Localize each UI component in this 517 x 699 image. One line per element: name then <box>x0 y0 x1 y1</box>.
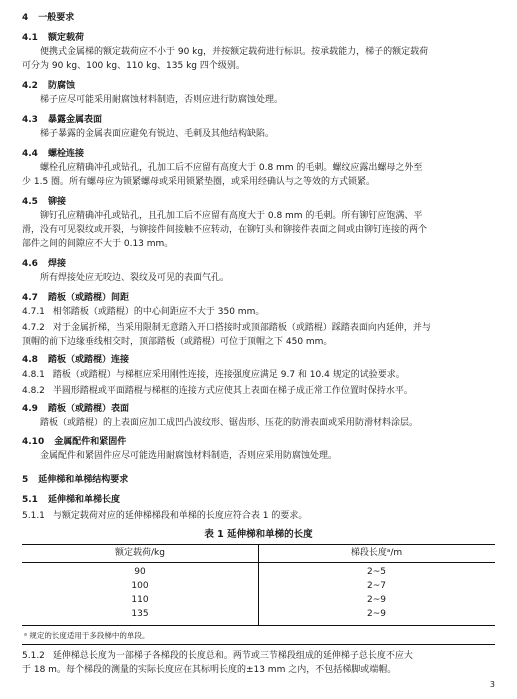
section-4-5-line-1: 铆钉孔应精确冲孔或钻孔，且孔加工后不应留有高度大于 0.8 mm 的毛刺。所有铆钉应饱满、平 <box>40 211 423 221</box>
section-4-9-line-1: 踏板（或踏棍）的上表面应加工成凹凸波纹形、锯齿形、压花的防滑表面或采用防滑材料涂层。 <box>40 418 419 428</box>
section-4-10-line-1: 金属配件和紧固件应尽可能选用耐腐蚀材料制造，否则应采用防腐蚀处理。 <box>40 451 338 461</box>
section-4-8-2-text: 4.8.2 半圆形踏棍或平面踏棍与梯框的连接方式应使其上表面在梯子成正常工作位置时保持水平。 <box>22 386 413 396</box>
section-4-6-line-1: 所有焊接处应无咬边、裂纹及可见的表面气孔。 <box>40 273 230 283</box>
section-4-7-2-line-2: 顶帽的前下边缘垂线相交时，顶部踏板（或踏棍）可位于顶帽之下 450 mm。 <box>22 337 333 347</box>
section-5-1-heading: 5.1 延伸梯和单梯长度 <box>22 495 120 505</box>
section-4-4-heading: 4.4 螺栓连接 <box>22 149 84 159</box>
table-cell-length: 2~9 <box>367 595 386 605</box>
section-4-1-heading: 4.1 额定载荷 <box>22 33 84 43</box>
table-cell-load: 100 <box>131 581 149 591</box>
section-4-5-line-2: 滑，没有可见裂纹或开裂，与铆接件间接触不应转动，在铆钉头和铆接件表面之间或由铆钉连接的两个 <box>22 225 428 235</box>
table-cell-length: 2~9 <box>367 609 386 619</box>
section-4-2-heading: 4.2 防腐蚀 <box>22 81 75 91</box>
section-5-heading: 5 延伸梯和单梯结构要求 <box>22 475 129 485</box>
section-5-1-1-text: 5.1.1 与额定载荷对应的延伸梯梯段和单梯的长度应符合表 1 的要求。 <box>22 511 308 521</box>
table-header-load: 额定载荷/kg <box>115 548 165 558</box>
table-cell-load: 110 <box>131 595 149 605</box>
section-4-heading: 4 一般要求 <box>22 13 75 23</box>
table-cell-load: 135 <box>131 609 149 619</box>
table-footnote: ᵃ 规定的长度适用于多段梯中的单段。 <box>24 631 150 640</box>
table-cell-length: 2~5 <box>367 567 386 577</box>
section-4-6-heading: 4.6 焊接 <box>22 259 66 269</box>
section-4-10-heading: 4.10 金属配件和紧固件 <box>22 437 127 447</box>
section-4-4-line-2: 少 1.5 圈。所有螺母应为锁紧螺母或采用锁紧垫圈，或采用经确认与之等效的方式锁紧。 <box>22 177 376 187</box>
page-number: 3 <box>489 680 495 689</box>
section-4-5-line-3: 部件之间的间隙应不大于 0.13 mm。 <box>22 239 174 249</box>
section-5-1-2-line-1: 5.1.2 延伸梯总长度为一部梯子各梯段的长度总和。两节或三节梯段组成的延伸梯子总长度不应大 <box>22 651 413 661</box>
table-1-caption: 表 1 延伸梯和单梯的长度 <box>204 529 313 540</box>
section-4-3-heading: 4.3 暴露金属表面 <box>22 115 102 125</box>
section-4-4-line-1: 螺栓孔应精确冲孔或钻孔，孔加工后不应留有高度大于 0.8 mm 的毛刺。螺纹应露出螺母之外至 <box>40 163 423 173</box>
table-cell-load: 90 <box>134 567 146 577</box>
section-4-9-heading: 4.9 踏板（或踏棍）表面 <box>22 404 129 414</box>
table-cell-length: 2~7 <box>367 581 386 591</box>
section-4-7-2-line-1: 4.7.2 对于金属折梯，当采用限制无意踏入开口搭接时或顶部踏板（或踏棍）踩踏表面向内延伸，并与 <box>22 323 431 333</box>
section-4-7-heading: 4.7 踏板（或踏棍）间距 <box>22 293 129 303</box>
section-4-8-heading: 4.8 踏板（或踏棍）连接 <box>22 355 129 365</box>
table-header-length: 梯段长度ᵃ/m <box>350 548 403 558</box>
section-4-2-line-1: 梯子应尽可能采用耐腐蚀材料制造，否则应进行防腐蚀处理。 <box>40 95 284 105</box>
section-4-7-1-text: 4.7.1 相邻踏板（或踏棍）的中心间距应不大于 350 mm。 <box>22 307 265 317</box>
table-bottom-rule <box>22 644 495 645</box>
section-5-1-2-line-2: 于 18 m。每个梯段的测量的实际长度应在其标明长度的±13 mm 之内，不包括梯脚或端帽。 <box>22 665 397 675</box>
table-header-rule <box>22 562 495 563</box>
section-4-8-1-text: 4.8.1 踏板（或踏棍）与梯框应采用刚性连接，连接强度应满足 9.7 和 10.4 规定的试验要求。 <box>22 370 405 380</box>
table-body-rule <box>22 625 495 626</box>
section-4-1-line-2: 可分为 90 kg、100 kg、110 kg、135 kg 四个级别。 <box>22 61 245 71</box>
section-4-3-line-1: 梯子暴露的金属表面应避免有锐边、毛刺及其他结构缺陷。 <box>40 129 275 139</box>
section-4-5-heading: 4.5 铆接 <box>22 197 66 207</box>
section-4-1-line-1: 便携式金属梯的额定载荷应不小于 90 kg，并按额定载荷进行标识。按承载能力，梯子的额定载荷 <box>40 47 429 57</box>
